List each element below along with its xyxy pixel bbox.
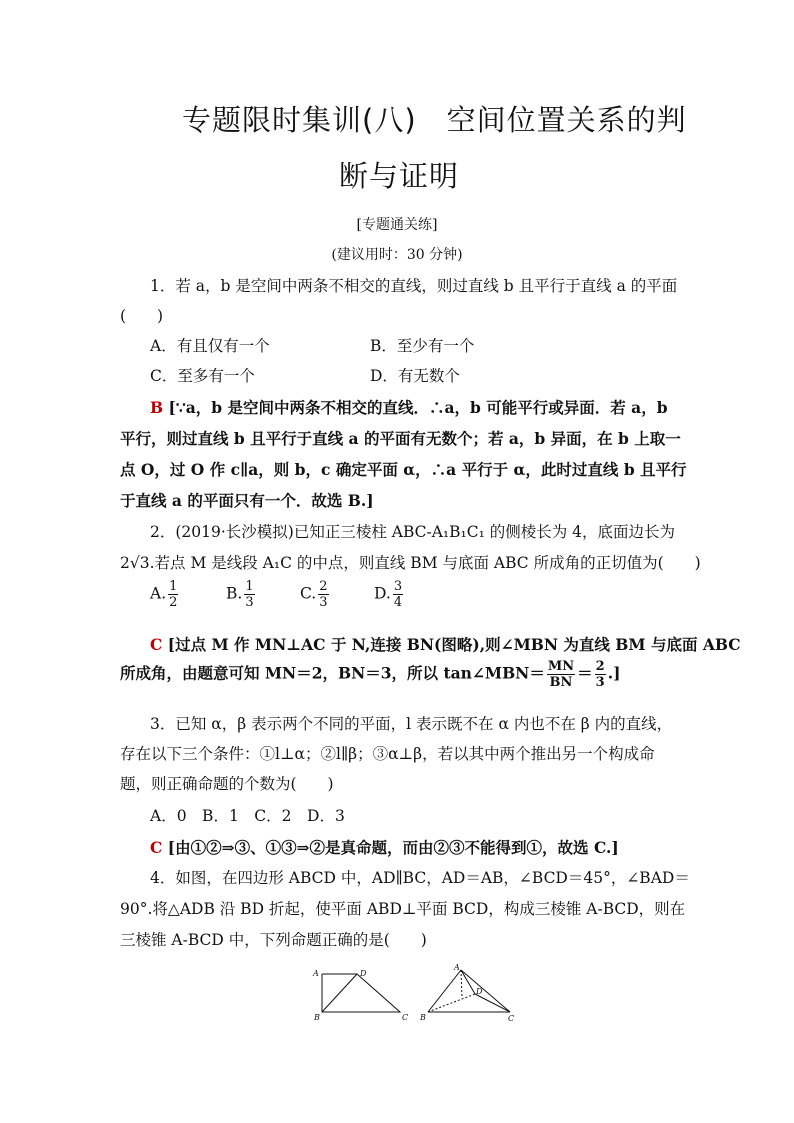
q2-solution-text2: 所成角，由题意可知 MN＝2，BN＝3，所以 tan∠MBN＝: [120, 663, 545, 683]
fraction-numerator: 1: [245, 579, 254, 594]
q2-option-b: [226, 580, 257, 609]
height-dashed: [461, 970, 462, 998]
q1-option-b: B．至少有一个: [370, 337, 475, 355]
section-label: [专题通关练]: [356, 217, 438, 233]
label-right-a: A: [454, 963, 460, 972]
q2-option-b-fraction: [244, 580, 254, 609]
q3-solution-line: [150, 836, 710, 858]
label-right-c: C: [508, 1014, 515, 1023]
q2-option-a-label: A.: [150, 584, 167, 603]
q2-solution-fraction-result: [595, 660, 606, 689]
geometry-figure: [300, 960, 530, 1026]
q1-stem-line2: ( ): [120, 307, 164, 325]
q3-stem-line2: 存在以下三个条件：①l⊥α；②l∥β；③α⊥β，若以其中两个推出另一个构成命: [120, 745, 655, 763]
q2-stem-line2: 2√3.若点 M 是线段 A₁C 的中点，则直线 BM 与底面 ABC 所成角的正切值为( ): [120, 554, 701, 572]
figure-tetrahedron: [428, 970, 510, 1012]
q3-stem-line3: 题，则正确命题的个数为( ): [120, 775, 334, 793]
q2-option-d: [374, 580, 405, 609]
q2-stem-line1: 2．(2019·长沙模拟)已知正三棱柱 ABC-A₁B₁C₁ 的侧棱长为 4，底面边长为: [150, 523, 676, 541]
fraction-denominator: 2: [169, 595, 178, 610]
q3-options: A．0 B．1 C．2 D．3: [150, 807, 345, 825]
q3-answer: C: [150, 838, 163, 857]
quadrilateral-outline: [322, 974, 400, 1012]
q4-stem-line1: 4．如图，在四边形 ABCD 中，AD∥BC，AD＝AB，∠BCD＝45°，∠BAD＝: [150, 869, 690, 887]
fraction-denominator: 3: [595, 675, 605, 690]
label-right-d: D: [476, 987, 483, 996]
figure-quadrilateral: [322, 974, 400, 1012]
q4-stem-line2: 90°.将△ADB 沿 BD 折起，使平面 ABD⊥平面 BCD，构成三棱锥 A-BCD，则在: [120, 900, 686, 918]
fraction-numerator: 2: [595, 659, 605, 674]
q2-solution-text1: [过点 M 作 MN⊥AC 于 N,连接 BN(图略),则∠MBN 为直线 BM 与底面 ABC: [167, 635, 741, 654]
q2-option-b-label: B.: [226, 584, 243, 603]
page-title-line2: 断与证明: [339, 159, 460, 193]
edge-ac: [461, 970, 510, 1012]
q2-option-a: [150, 580, 180, 609]
q2-option-c-fraction: [318, 580, 328, 609]
page-title-line1: 专题限时集训(八) 空间位置关系的判: [182, 103, 687, 137]
fraction-denominator: 3: [245, 595, 254, 610]
q1-option-a: A．有且仅有一个: [150, 337, 270, 355]
q3-solution-text: [由①②⇒③、①③⇒②是真命题，而由②③不能得到①，故选 C.]: [167, 838, 619, 857]
q1-answer: B: [150, 398, 164, 417]
q2-option-a-fraction: [168, 580, 178, 609]
q2-solution-fraction-mn-bn: [547, 660, 575, 689]
fraction-numerator: 2: [319, 579, 328, 594]
q1-option-c: C．至多有一个: [150, 367, 255, 385]
q4-stem-line3: 三棱锥 A-BCD 中，下列命题正确的是( ): [120, 931, 427, 949]
q2-solution-end: .]: [607, 663, 621, 683]
q2-answer: C: [150, 635, 163, 654]
q2-option-d-label: D.: [374, 584, 391, 603]
fraction-numerator: 1: [169, 579, 178, 594]
q2-option-c-label: C.: [300, 584, 317, 603]
label-left-c: C: [402, 1013, 409, 1022]
q1-option-d: D．有无数个: [370, 367, 460, 385]
label-left-b: B: [314, 1013, 320, 1022]
fraction-numerator: MN: [547, 659, 575, 674]
q1-stem-line1: 1．若 a，b 是空间中两条不相交的直线，则过直线 b 且平行于直线 a 的平面: [150, 277, 678, 295]
label-left-a: A: [313, 969, 319, 978]
q1-solution-line1: [150, 396, 710, 418]
equals-sign: ＝: [577, 663, 593, 683]
q2-option-c: [300, 580, 331, 609]
q2-solution-line1: [150, 633, 741, 655]
time-hint: (建议用时：30 分钟): [331, 247, 463, 263]
q2-solution-line2: [120, 660, 680, 689]
q1-solution-line3: 点 O，过 O 作 c∥a，则 b，c 确定平面 α，∴a 平行于 α，此时过直线 b 且平行: [120, 460, 687, 479]
q2-option-d-fraction: [393, 580, 403, 609]
q1-solution-line4: 于直线 a 的平面只有一个．故选 B.]: [120, 491, 374, 510]
q3-stem-line1: 3．已知 α，β 表示两个不同的平面，l 表示既不在 α 内也不在 β 内的直线，: [150, 715, 673, 733]
fraction-denominator: 3: [319, 595, 328, 610]
diagonal-bd: [322, 974, 357, 1012]
fraction-denominator: BN: [549, 675, 573, 690]
label-right-b: B: [420, 1013, 426, 1022]
fraction-numerator: 3: [393, 579, 403, 594]
label-left-d: D: [360, 969, 367, 978]
edge-ad: [461, 970, 475, 994]
q1-solution-line2: 平行，则过直线 b 且平行于直线 a 的平面有无数个；若 a，b 异面，在 b 上取一: [120, 429, 681, 448]
q1-solution-text1: [∵a，b 是空间中两条不相交的直线．∴a，b 可能平行或异面．若 a，b: [168, 398, 668, 417]
fraction-denominator: 4: [393, 595, 403, 610]
